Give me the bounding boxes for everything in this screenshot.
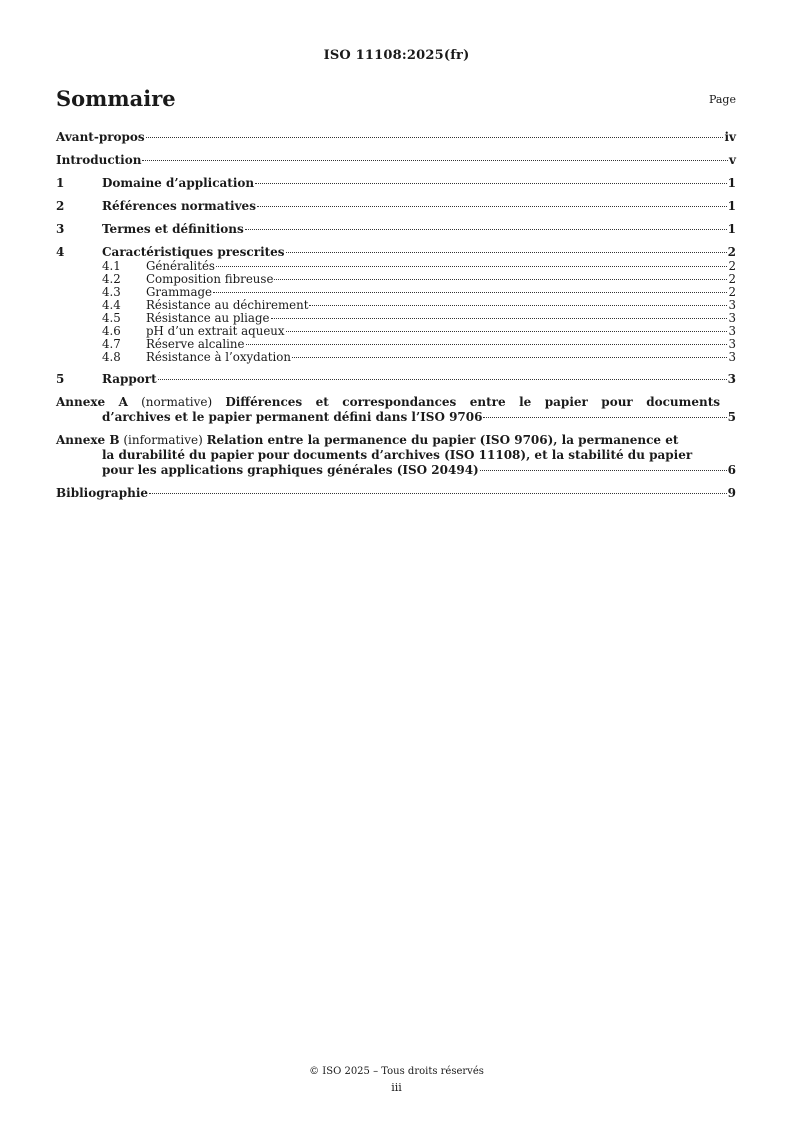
toc-entry-annex-b[interactable] <box>56 433 736 478</box>
toc-entry-4-8[interactable] <box>56 351 736 364</box>
toc-entry-section-4[interactable] <box>56 245 736 260</box>
annex-name: Annexe A <box>56 395 128 409</box>
toc-entry-label: Composition fibreuse <box>146 272 274 286</box>
leader-dots <box>309 305 727 306</box>
leader-dots <box>480 470 727 471</box>
page-footer <box>0 1066 793 1094</box>
toc-entry-number: 2 <box>56 199 65 213</box>
toc-entry-page: v <box>729 153 736 167</box>
toc-entry-label: Résistance au déchirement <box>146 298 309 312</box>
toc-entry-page: 2 <box>728 272 736 286</box>
toc-entry-section-2[interactable] <box>56 199 736 214</box>
toc-entry-number: 1 <box>56 176 65 190</box>
toc-entry-page: 1 <box>727 199 736 213</box>
page-column-label: Page <box>708 93 736 106</box>
toc-entry-page: 2 <box>728 259 736 273</box>
leader-dots <box>142 160 728 161</box>
document-id: ISO 11108:2025(fr) <box>323 48 470 63</box>
leader-dots <box>216 266 728 267</box>
leader-dots <box>483 417 726 418</box>
toc-entry-label: Domaine d’application <box>102 176 255 190</box>
toc-entry-section-5[interactable] <box>56 372 736 387</box>
toc-entry-label: Réserve alcaline <box>146 337 245 351</box>
page-number: iii <box>391 1081 402 1094</box>
leader-dots <box>149 493 727 494</box>
toc-entry-page: 1 <box>727 222 736 236</box>
leader-dots <box>255 183 727 184</box>
toc-entry-label: Introduction <box>56 153 142 167</box>
leader-dots <box>246 344 728 345</box>
toc-entry-label: Grammage <box>146 285 213 299</box>
copyright-notice: © ISO 2025 – Tous droits réservés <box>309 1066 484 1077</box>
annex-name: Annexe B <box>56 433 120 447</box>
toc-entry-label: Termes et définitions <box>102 222 244 236</box>
toc-entry-label: Caractéristiques prescrites <box>102 245 285 259</box>
toc-entry-label: Rapport <box>102 372 157 386</box>
annex-title-line-2: la durabilité du papier pour documents d’archives (ISO 11108), et la stabilité du papier <box>102 448 693 462</box>
toc-entry-page: 9 <box>727 486 736 500</box>
toc-entry-bibliographie[interactable] <box>56 486 736 501</box>
toc-entry-page: 3 <box>728 298 736 312</box>
toc-entry-number: 4 <box>56 245 65 259</box>
annex-title-line-1: Différences et correspondances entre le papier pour documents <box>225 395 720 409</box>
toc-entry-label: Résistance à l’oxydation <box>146 350 291 364</box>
toc-entry-page: 3 <box>728 337 736 351</box>
toc-entry-section-3[interactable] <box>56 222 736 237</box>
toc-entry-page: 2 <box>727 245 736 259</box>
toc-entry-number: 4.4 <box>102 298 121 312</box>
leader-dots <box>286 331 728 332</box>
toc-entry-label: Généralités <box>146 259 215 273</box>
toc-entry-page: 1 <box>727 176 736 190</box>
toc-entry-page: iv <box>724 130 736 144</box>
annex-title-line-2: d’archives et le papier permanent défini dans l’ISO 9706 <box>102 410 483 424</box>
annex-type: (normative) <box>141 395 213 409</box>
toc-entry-label: Références normatives <box>102 199 256 213</box>
toc-entry-introduction[interactable] <box>56 153 736 168</box>
leader-dots <box>213 292 727 293</box>
toc-entry-number: 4.2 <box>102 272 121 286</box>
leader-dots <box>146 137 724 138</box>
toc-entry-number: 4.8 <box>102 350 121 364</box>
toc-entry-page: 5 <box>727 410 736 424</box>
toc-entry-number: 4.7 <box>102 337 121 351</box>
toc-entry-page: 3 <box>728 350 736 364</box>
toc-entry-number: 4.5 <box>102 311 121 325</box>
page-title: Sommaire <box>56 86 176 111</box>
leader-dots <box>271 318 728 319</box>
annex-title-line-1: Relation entre la permanence du papier (ISO 9706), la permanence et <box>206 433 679 447</box>
leader-dots <box>274 279 727 280</box>
toc-entry-page: 2 <box>728 285 736 299</box>
toc-entry-page: 6 <box>727 463 736 477</box>
toc-entry-label: Résistance au pliage <box>146 311 270 325</box>
table-of-contents <box>56 130 736 501</box>
toc-entry-page: 3 <box>727 372 736 386</box>
leader-dots <box>257 206 727 207</box>
annex-type: (informative) <box>123 433 203 447</box>
leader-dots <box>292 357 728 358</box>
toc-entry-section-1[interactable] <box>56 176 736 191</box>
toc-entry-number: 4.3 <box>102 285 121 299</box>
toc-entry-number: 3 <box>56 222 65 236</box>
toc-entry-number: 5 <box>56 372 65 386</box>
leader-dots <box>158 379 727 380</box>
toc-entry-label: Bibliographie <box>56 486 149 500</box>
toc-entry-annex-a[interactable] <box>56 395 736 425</box>
toc-entry-avant-propos[interactable] <box>56 130 736 145</box>
toc-entry-label: Avant-propos <box>56 130 145 144</box>
leader-dots <box>245 229 727 230</box>
annex-title-line-3: pour les applications graphiques générales (ISO 20494) <box>102 463 479 477</box>
toc-entry-page: 3 <box>728 324 736 338</box>
leader-dots <box>286 252 727 253</box>
toc-entry-number: 4.6 <box>102 324 121 338</box>
toc-entry-number: 4.1 <box>102 259 121 273</box>
toc-entry-page: 3 <box>728 311 736 325</box>
toc-entry-label: pH d’un extrait aqueux <box>146 324 285 338</box>
